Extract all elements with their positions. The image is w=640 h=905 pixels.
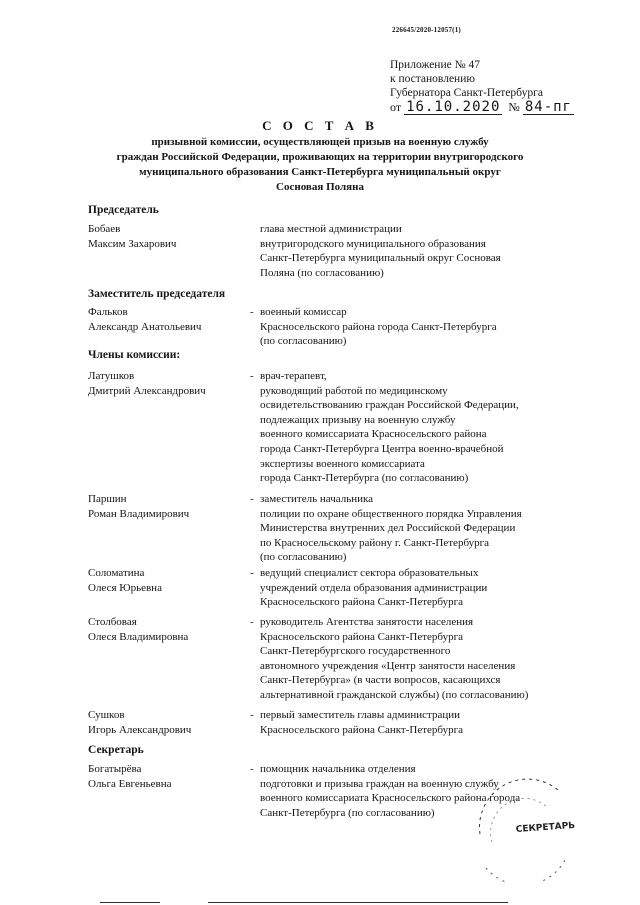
position-line: Санкт-Петербурга муниципальный округ Сосновая: [260, 252, 501, 265]
doc-number: 226645/2020-12057(1): [392, 26, 461, 34]
position-line: по Красносельскому району г. Санкт-Петербурга: [260, 536, 490, 549]
role-deputy: Заместитель председателя: [88, 288, 226, 300]
position-line: помощник начальника отделения: [260, 763, 416, 775]
position-line: подлежащих призыву на военную службу: [260, 413, 456, 426]
dash: -: [250, 763, 254, 775]
heading-line: призывной комиссии, осуществляющей призыв на военную службу: [151, 136, 489, 148]
position-line: руководитель Агентства занятости населения: [260, 616, 474, 628]
date-value: 16.10.2020: [406, 99, 501, 115]
member-name: [88, 305, 248, 334]
divider: [100, 902, 160, 903]
dash: -: [250, 616, 254, 628]
position-line: врач-терапевт,: [260, 370, 327, 382]
dash: -: [250, 709, 254, 721]
member-position: [260, 708, 610, 737]
appendix-line: Губернатора Санкт-Петербурга: [390, 87, 543, 99]
member-given-name: Олеся Владимировна: [88, 630, 189, 643]
role-members: Члены комиссии:: [88, 349, 181, 361]
member-position: [260, 615, 610, 703]
member-position: [260, 222, 610, 280]
position-line: Санкт-Петербурга (по согласованию): [260, 806, 435, 819]
heading-line: Сосновая Поляна: [276, 181, 364, 193]
position-line: альтернативной гражданской службы) (по согласованию): [260, 688, 529, 701]
appendix-block: [390, 58, 574, 115]
position-line: заместитель начальника: [260, 493, 374, 505]
role-secretary: Секретарь: [88, 744, 144, 756]
member-name: [88, 492, 248, 521]
position-line: ведущий специалист сектора образовательных: [260, 567, 479, 579]
member-given-name: Максим Захарович: [88, 237, 177, 250]
number-value: 84-пг: [524, 99, 572, 115]
member-position: [260, 305, 610, 349]
divider: [208, 902, 508, 903]
member-name: [88, 708, 248, 737]
member-given-name: Дмитрий Александрович: [88, 384, 206, 397]
position-line: учреждений отдела образования администрации: [260, 581, 488, 594]
position-line: глава местной администрации: [260, 223, 402, 235]
member-name: [88, 762, 248, 791]
date-line: [390, 100, 574, 115]
stamp-text: СЕКРЕТАРЬ: [515, 820, 576, 835]
position-line: Министерства внутренних дел Российской Федерации: [260, 522, 516, 535]
member-name: [88, 369, 248, 398]
appendix-line: Приложение № 47: [390, 59, 480, 71]
member-position: [260, 369, 610, 486]
position-line: (по согласованию): [260, 551, 347, 564]
position-line: первый заместитель главы администрации: [260, 709, 460, 721]
member-name: [88, 566, 248, 595]
member-name: [88, 615, 248, 644]
position-line: Красносельского района Санкт-Петербурга: [260, 723, 463, 736]
member-name: [88, 222, 248, 251]
dash: -: [250, 370, 254, 382]
position-line: Санкт-Петербургского государственного: [260, 645, 451, 658]
member-surname: Паршин: [88, 493, 127, 505]
position-line: Красносельского района Санкт-Петербурга: [260, 596, 463, 609]
position-line: автономного учреждения «Центр занятости населения: [260, 659, 516, 672]
number-sign: №: [508, 100, 520, 114]
position-line: полиции по охране общественного порядка Управления: [260, 507, 522, 520]
dash: -: [250, 567, 254, 579]
position-line: военный комиссар: [260, 306, 347, 318]
dash: -: [250, 306, 254, 318]
position-line: экспертизы военного комиссариата: [260, 457, 425, 470]
member-surname: Фальков: [88, 306, 128, 318]
dash: -: [250, 493, 254, 505]
position-line: освидетельствованию граждан Российской Федерации,: [260, 399, 519, 412]
member-surname: Богатырёва: [88, 763, 142, 775]
member-given-name: Олеся Юрьевна: [88, 581, 162, 594]
member-surname: Столбовая: [88, 616, 137, 628]
position-line: руководящий работой по медицинскому: [260, 384, 448, 397]
member-given-name: Роман Владимирович: [88, 507, 190, 520]
position-line: города Санкт-Петербурга Центра военно-врачебной: [260, 442, 504, 455]
heading-line: граждан Российской Федерации, проживающих на территории внутригородского: [116, 151, 524, 163]
position-line: внутригородского муниципального образования: [260, 237, 486, 250]
member-surname: Сушков: [88, 709, 125, 721]
role-chairman: Председатель: [88, 204, 159, 216]
position-line: Санкт-Петербурга» (в части вопросов, касающихся: [260, 674, 501, 687]
position-line: (по согласованию): [260, 335, 347, 348]
position-line: города Санкт-Петербурга (по согласованию): [260, 472, 469, 485]
member-surname: Бобаев: [88, 223, 121, 235]
position-line: Поляна (по согласованию): [260, 266, 384, 279]
date-prefix: от: [390, 100, 402, 114]
member-position: [260, 492, 610, 565]
position-line: военного комиссариата Красносельского района города: [260, 792, 521, 805]
appendix-line: к постановлению: [390, 73, 475, 85]
member-given-name: Игорь Александрович: [88, 723, 192, 736]
official-stamp: [462, 772, 582, 882]
member-given-name: Александр Анатольевич: [88, 320, 202, 333]
document-heading: [0, 118, 640, 194]
member-given-name: Ольга Евгеньевна: [88, 777, 172, 790]
heading-line: муниципального образования Санкт-Петербурга муниципальный округ: [139, 166, 501, 178]
position-line: военного комиссариата Красносельского района: [260, 428, 487, 441]
position-line: Красносельского района города Санкт-Петербурга: [260, 320, 497, 333]
member-position: [260, 566, 610, 610]
document-title: С О С Т А В: [262, 118, 378, 133]
member-surname: Латушков: [88, 370, 135, 382]
member-surname: Соломатина: [88, 567, 145, 579]
position-line: Красносельского района Санкт-Петербурга: [260, 630, 463, 643]
position-line: подготовки и призыва граждан на военную службу: [260, 777, 499, 790]
